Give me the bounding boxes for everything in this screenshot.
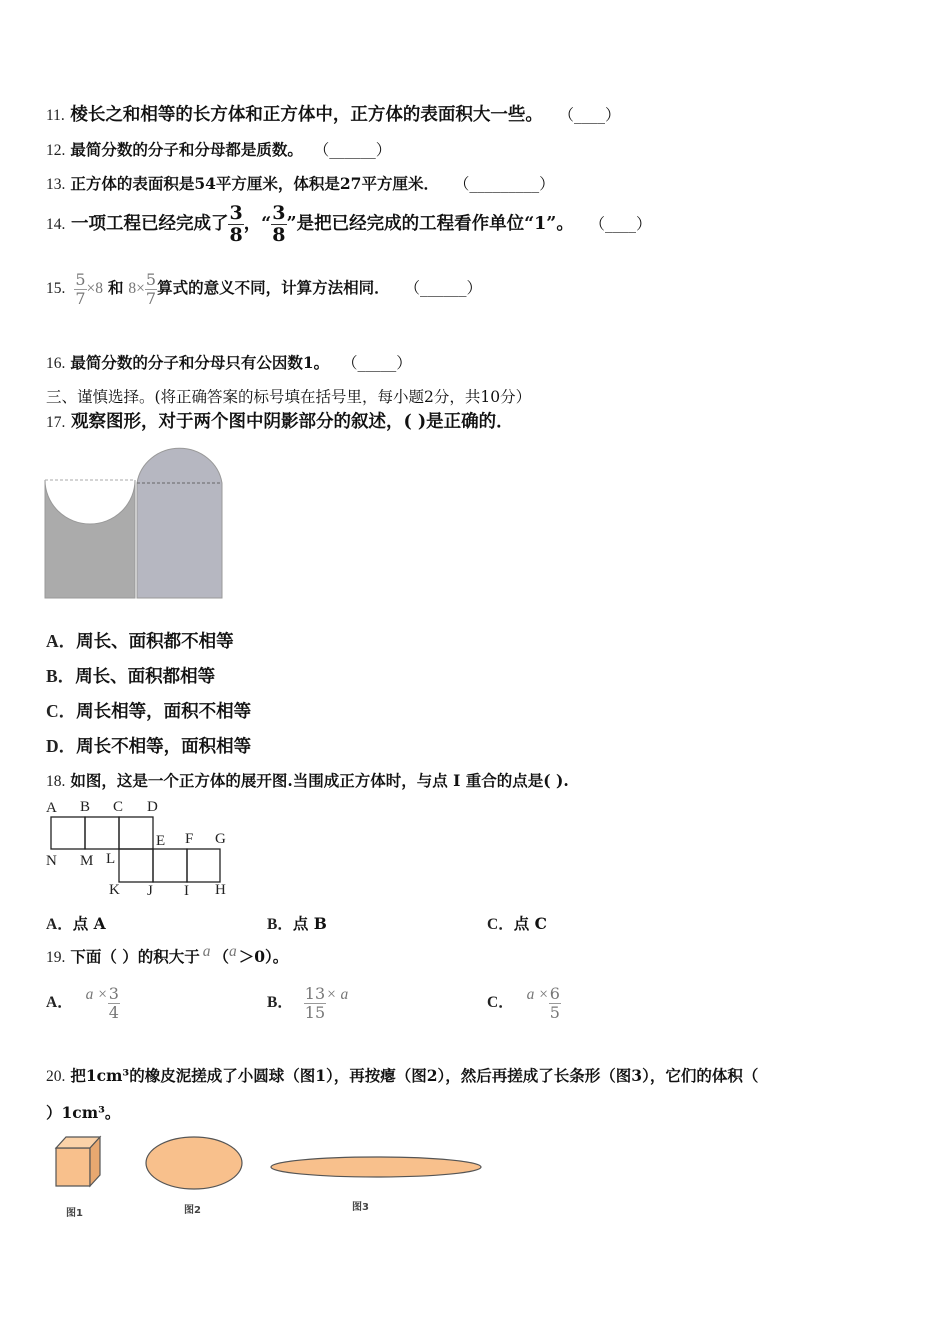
clay-strip — [271, 1157, 481, 1177]
option-c[interactable]: C． a × $\frac{6}{5}$ — [487, 983, 560, 1022]
figure-label-2: 图2 — [184, 1205, 201, 1216]
question-20 — [46, 1064, 758, 1086]
fraction: $\frac{3}{8}$ — [229, 202, 243, 246]
question-number: 14. — [46, 216, 66, 233]
answer-blank[interactable]: ）1cm³。 — [46, 1103, 121, 1122]
label-g: G — [215, 831, 226, 847]
clay-cube — [56, 1137, 100, 1186]
label-j: J — [147, 883, 153, 899]
option-c[interactable]: C．周长相等，面积不相等 — [46, 701, 252, 722]
question-14 — [46, 200, 651, 249]
answer-blank[interactable]: （______） — [313, 141, 392, 159]
question-text: 把1cm³的橡皮泥搓成了小圆球（图1），再按瘪（图2），然后再搓成了长条形（图3），它们的体积（ — [70, 1066, 759, 1085]
variable-a: a — [202, 943, 211, 960]
clay-figures — [52, 1134, 492, 1224]
fraction: $\frac{3}{8}$ — [272, 202, 286, 246]
question-16 — [46, 351, 412, 373]
question-text: 一项工程已经完成了 — [70, 214, 229, 234]
option-a[interactable]: A．点 A — [46, 914, 106, 933]
label-f: F — [185, 831, 194, 847]
question-text: 下面（ ）的积大于 — [70, 947, 200, 966]
question-text: 最简分数的分子和分母都是质数。 — [70, 140, 303, 159]
label-l: L — [106, 851, 116, 867]
label-i: I — [184, 883, 189, 899]
label-d: D — [147, 799, 158, 815]
variable-a: a — [228, 943, 237, 960]
section-heading: 三、谨慎选择。(将正确答案的标号填在括号里，每小题2分，共10分） — [46, 388, 532, 406]
question-15 — [46, 265, 482, 312]
option-a[interactable]: A．周长、面积都不相等 — [46, 631, 234, 652]
option-d[interactable]: D．周长不相等，面积相等 — [46, 736, 252, 757]
fraction: $\frac{5}{7}$ — [145, 269, 157, 308]
question-text: 如图，这是一个正方体的展开图.当围成正方体时，与点 I 重合的点是( ). — [70, 771, 569, 790]
left-shaded-shape — [45, 480, 135, 598]
option-c[interactable]: C．点 C — [487, 914, 547, 933]
answer-blank[interactable]: （_____） — [342, 354, 412, 372]
label-c: C — [113, 799, 124, 815]
answer-blank[interactable]: （______） — [404, 279, 483, 297]
question-20-continued — [46, 1101, 120, 1123]
question-number: 17. — [46, 414, 66, 431]
label-a: A — [46, 800, 57, 816]
shaded-figures — [44, 440, 226, 602]
question-number: 16. — [46, 355, 66, 372]
question-text: 观察图形，对于两个图中阴影部分的叙述，( )是正确的． — [70, 412, 514, 432]
clay-flattened-ball — [146, 1137, 242, 1189]
right-shaded-shape — [137, 448, 222, 598]
question-text: ＞0）。 — [238, 947, 289, 966]
question-17 — [46, 408, 514, 433]
cube-net — [44, 796, 244, 900]
question-text: ”是把已经完成的工程看作单位“1”。 — [286, 214, 574, 234]
label-k: K — [109, 882, 120, 898]
question-number: 12. — [46, 142, 66, 159]
question-11 — [46, 101, 620, 126]
question-13 — [46, 172, 555, 194]
figure-label-1: 图1 — [66, 1208, 83, 1219]
option-b[interactable]: B．点 B — [267, 914, 327, 933]
expression: ×8 — [86, 280, 103, 297]
question-12 — [46, 138, 391, 160]
question-number: 13. — [46, 176, 66, 193]
question-18 — [46, 769, 569, 791]
label-b: B — [80, 799, 91, 815]
label-e: E — [156, 833, 166, 849]
label-h: H — [215, 882, 226, 898]
answer-blank[interactable]: （____） — [589, 215, 652, 233]
question-text: 棱长之和相等的长方体和正方体中，正方体的表面积大一些。 — [70, 105, 543, 125]
question-number: 19. — [46, 949, 66, 966]
question-text: ，“ — [243, 214, 272, 234]
expression: 8× — [128, 280, 145, 297]
fraction: $\frac{5}{7}$ — [75, 269, 86, 308]
question-number: 18. — [46, 773, 66, 790]
question-text: 算式的意义不同，计算方法相同． — [157, 278, 390, 297]
option-a[interactable]: A． a × $\frac{3}{4}$ — [46, 983, 119, 1022]
answer-blank[interactable]: （_________） — [453, 175, 555, 193]
question-19: 19. 下面（ ）的积大于 a （a ＞0）。 — [46, 943, 289, 966]
option-b[interactable]: B． $\frac{13}{15}$ × a — [267, 983, 349, 1022]
question-text: 和 — [107, 278, 124, 297]
label-n: N — [46, 853, 57, 869]
question-text: 正方体的表面积是54平方厘米，体积是27平方厘米． — [70, 174, 439, 193]
question-number: 20. — [46, 1068, 66, 1085]
answer-blank[interactable]: （____） — [558, 106, 621, 124]
figure-label-3: 图3 — [352, 1202, 369, 1213]
question-number: 15. — [46, 280, 66, 297]
question-number: 11. — [46, 107, 65, 124]
option-b[interactable]: B．周长、面积都相等 — [46, 666, 216, 687]
question-text: 最简分数的分子和分母只有公因数1。 — [70, 353, 330, 372]
label-m: M — [80, 853, 94, 869]
